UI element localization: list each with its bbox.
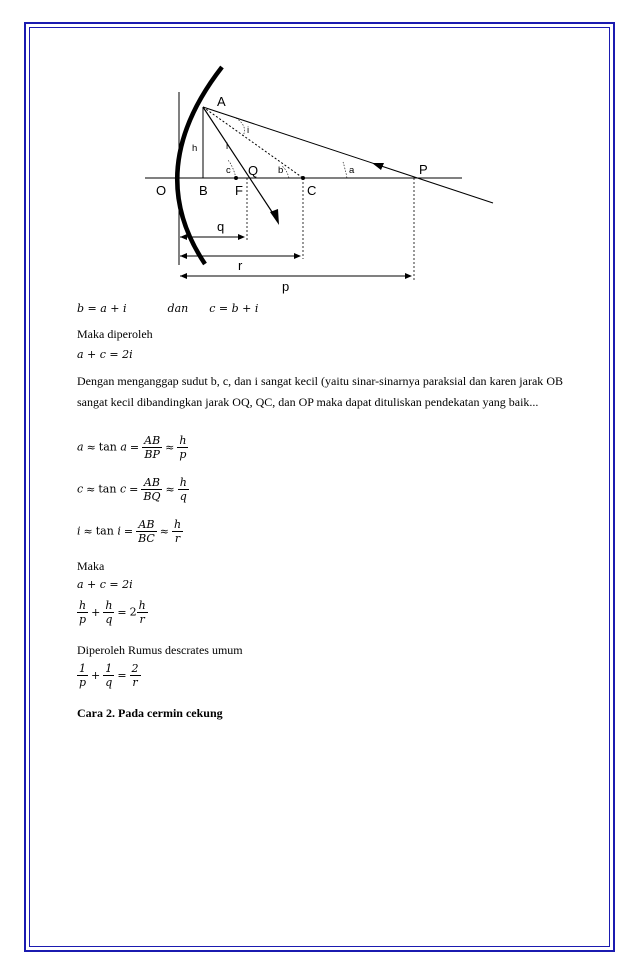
angle-arc-a [343,162,347,178]
label-i-top: i [247,125,250,136]
label-h: h [192,143,198,154]
distance-q-arrow-right [238,234,245,240]
paragraph-assumption: Dengan menganggap sudut b, c, dan i sangat kecil (yaitu sinar-sinarnya paraksial dan karen jarak OB sangat kecil dibandingkan jarak OQ, QC, dan OP maka dapat dituliskan pendekatan yang baik... [77,374,563,409]
fraction-AB-BP: $\frac{AB}{BP}$ [144,434,161,461]
label-O: O [156,183,167,198]
text-diperoleh-rumus: Diperoleh Rumus descrates umum [77,643,243,657]
label-A: A [217,94,226,109]
label-C: C [307,183,317,198]
label-i-mid: i [226,141,229,152]
equation-dan: dan [167,302,189,315]
section-heading: Cara 2. Pada cermin cekung [77,706,223,720]
fraction-h-p: $\frac{h}{p}$ [179,434,187,461]
label-q: q [217,219,225,234]
equation-sum-2: a + c = 2i [77,578,133,591]
label-Q: Q [248,163,259,178]
equation-h-fractions: $\frac{h}{p}$ + $\frac{h}{q}$ = 2 $\frac{h}{r}$ [79,599,146,626]
approx-i: i ≈ tan i = $\frac{AB}{BC}$ ≈ $\frac{h}{r}$ [77,518,182,545]
distance-r-arrow-left [180,253,187,259]
approx-a: a ≈ tan a = $\frac{AB}{BP}$ ≈ $\frac{h}{p}$ [77,434,187,461]
distance-r-arrow-right [294,253,301,259]
text-maka: Maka [77,559,105,573]
label-B: B [199,183,208,198]
fraction-h-q: $\frac{h}{q}$ [179,476,187,503]
fraction-AB-BC: $\frac{AB}{BC}$ [138,518,155,545]
label-F: F [235,183,243,198]
equation-c: c = b + i [209,302,259,315]
distance-p-arrow-right [405,273,412,279]
fraction-h-r: $\frac{h}{r}$ [174,518,182,545]
incident-ray [203,107,493,203]
distance-p-arrow-left [180,273,187,279]
equation-angles [77,302,258,316]
text-maka-diperoleh: Maka diperoleh [77,327,153,341]
mirror-arc [177,67,225,264]
approx-c: c ≈ tan c = $\frac{AB}{BQ}$ ≈ $\frac{h}{q}$ [77,476,187,503]
label-b: b [278,165,284,176]
label-c: c [226,165,231,176]
equation-descartes: $\frac{1}{p}$ + $\frac{1}{q}$ = $\frac{2}{r}$ [79,662,139,689]
fraction-AB-BQ: $\frac{AB}{BQ}$ [143,476,161,503]
incident-ray-arrow [372,163,384,170]
focus-dot [234,176,238,180]
label-p: p [282,279,290,294]
equation-sum: a + c = 2i [77,348,133,361]
label-a: a [349,165,355,176]
label-P: P [419,162,428,177]
concave-mirror-diagram [0,0,638,300]
distance-q-arrow-left [180,234,187,240]
reflected-ray [203,107,276,218]
equation-b: b = a + i [77,302,127,315]
label-r: r [238,258,243,273]
